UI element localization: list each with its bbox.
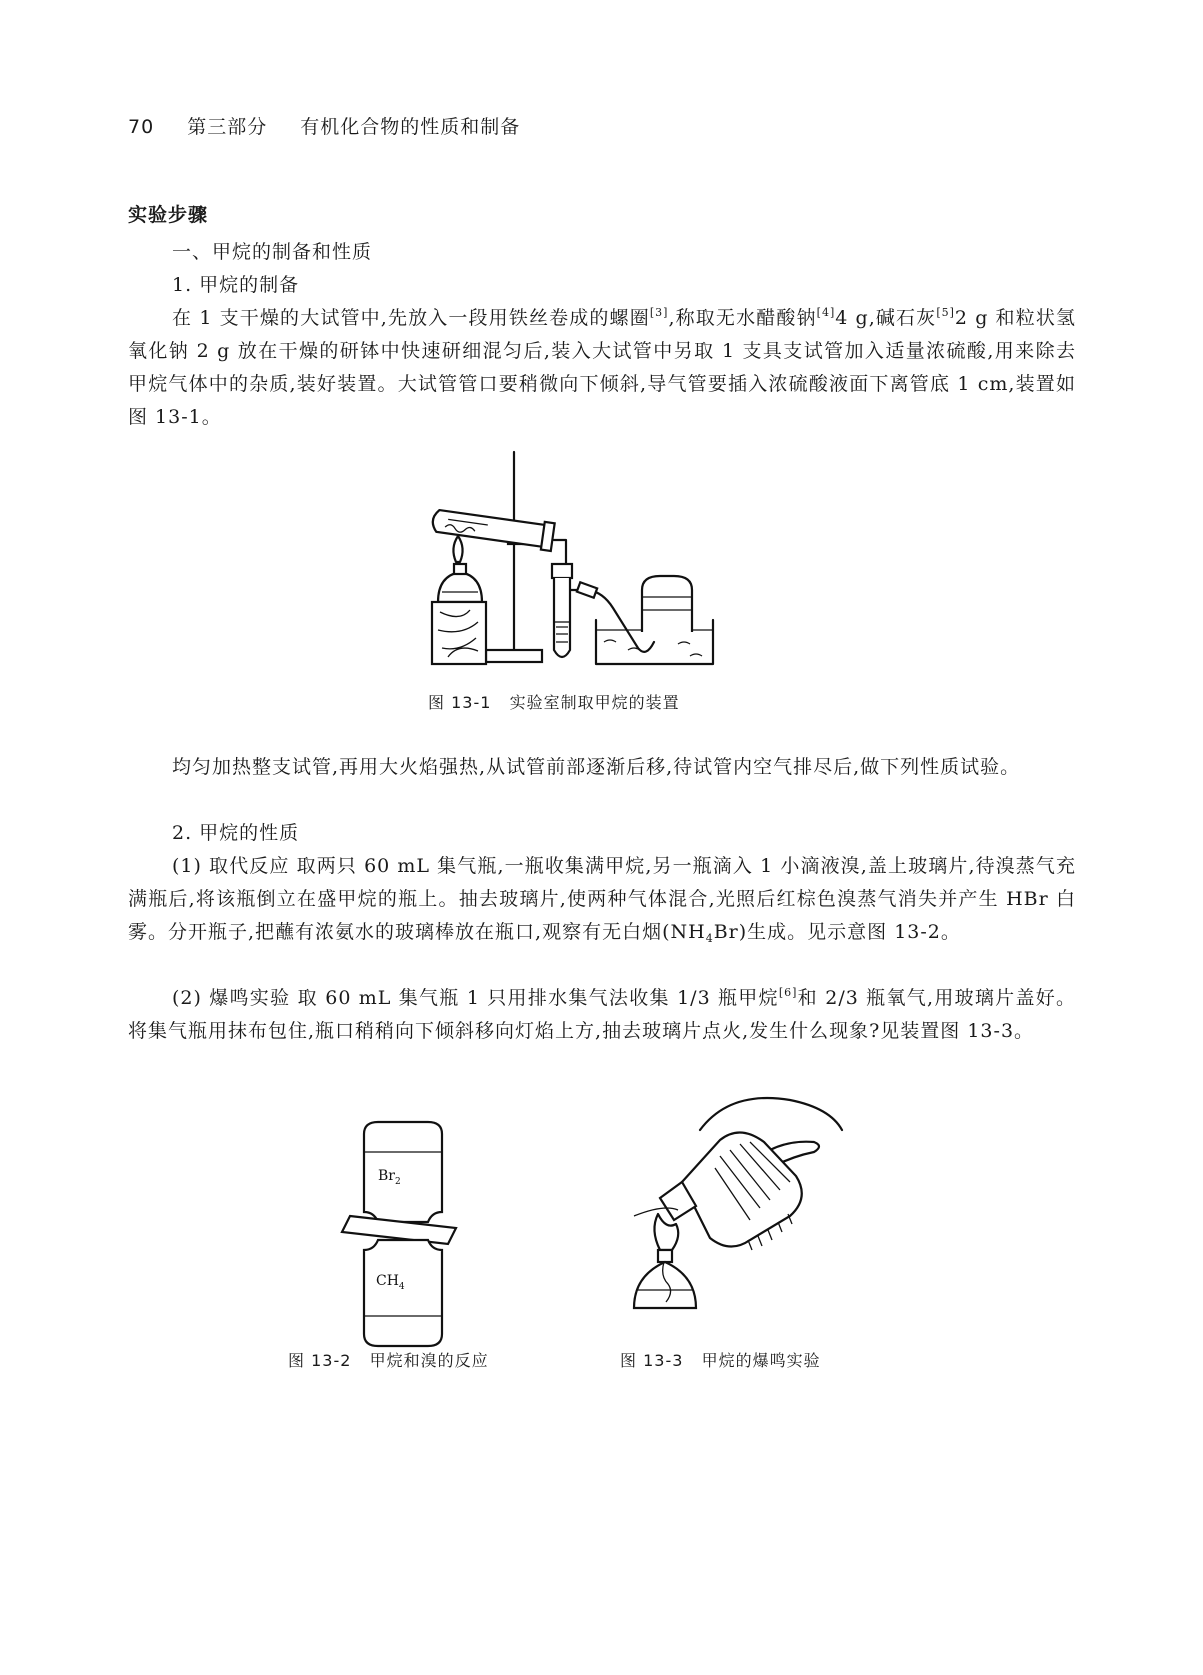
figure-13-3-caption [620,1348,821,1371]
figure-title: 甲烷和溴的反应 [369,1351,489,1370]
methane-label: $CH_4$ [376,1273,405,1292]
paragraph-heating: 均匀加热整支试管,再用大火焰强热,从试管前部逐渐后移,待试管内空气排尽后,做下列性质试验。 [172,756,1021,778]
figure-number: 图 13-3 [620,1351,684,1370]
figure-title: 实验室制取甲烷的装置 [509,693,680,712]
section-heading: 实验步骤 [128,204,209,226]
part-label: 第三部分 [187,116,268,138]
figure-number: 图 13-1 [428,693,492,712]
figure-13-1-apparatus [428,452,728,672]
running-header [128,112,520,139]
figure-13-2-caption [288,1348,489,1371]
bromine-label: $Br_2$ [378,1168,401,1187]
part-title: 有机化合物的性质和制备 [300,116,521,138]
page-number: 70 [128,116,155,138]
subsection-2-title: 2. 甲烷的性质 [172,822,300,844]
footnote-ref[interactable]: [4] [816,306,836,319]
footnote-ref[interactable]: [6] [778,986,798,999]
paragraph-preparation: 在 1 支干燥的大试管中,先放入一段用铁丝卷成的螺圈[3],称取无水醋酸钠[4]4 g,碱石灰[5]2 g 和粒状氢氧化钠 2 g 放在干燥的研钵中快速研细混匀后,装入大试管中另取 1 支具支试管加入适量浓硫酸,用来除去甲烷气体中的杂质,装好装置。大试管管口要稍微向下倾斜,导气管要插入浓硫酸液面下离管底 1 cm,装置如图 13-1。 [128,306,1076,428]
figure-13-2-bottles [350,1120,460,1350]
paragraph-explosion: (2) 爆鸣实验 取 60 mL 集气瓶 1 只用排水集气法收集 1/3 瓶甲烷[6]和 2/3 瓶氧气,用玻璃片盖好。将集气瓶用抹布包住,瓶口稍稍向下倾斜移向灯焰上方,抽去玻璃片点火,发生什么现象?见装置图 13-3。 [128,986,1076,1042]
figure-13-1-caption [428,690,680,713]
subsection-1-title: 1. 甲烷的制备 [172,274,300,296]
subsection-title: 一、甲烷的制备和性质 [172,241,373,263]
figure-title: 甲烷的爆鸣实验 [701,1351,821,1370]
paragraph-substitution: (1) 取代反应 取两只 60 mL 集气瓶,一瓶收集满甲烷,另一瓶滴入 1 小滴液溴,盖上玻璃片,待溴蒸气充满瓶后,将该瓶倒立在盛甲烷的瓶上。抽去玻璃片,使两种气体混合,光照后红棕色溴蒸气消失并产生 HBr 白雾。分开瓶子,把蘸有浓氨水的玻璃棒放在瓶口,观察有无白烟$(NH_4Br)$生成。见示意图 13-2。 [128,855,1076,945]
footnote-ref[interactable]: [3] [649,306,669,319]
figure-number: 图 13-2 [288,1351,352,1370]
footnote-ref[interactable]: [5] [936,306,955,319]
figure-13-3-explosion [620,1090,850,1320]
